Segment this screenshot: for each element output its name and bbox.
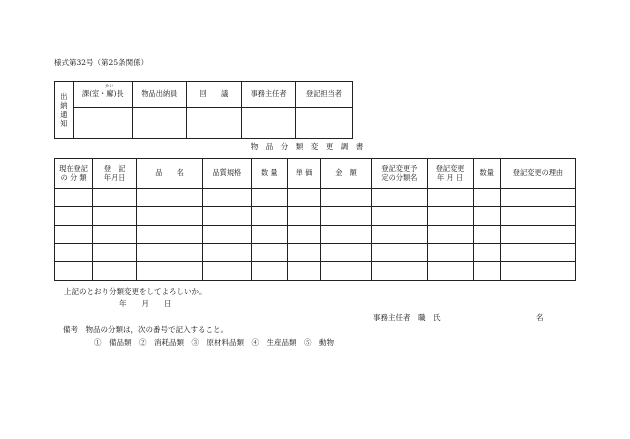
table-row bbox=[55, 226, 576, 244]
clerk-chief-stamp bbox=[242, 108, 296, 139]
col-amount: 金 額 bbox=[321, 159, 372, 189]
routing-header: 回 議 bbox=[186, 82, 241, 108]
form-number: 様式第32号（第25条関係） bbox=[54, 58, 149, 67]
header-row bbox=[55, 159, 576, 189]
col-unit-price: 単 価 bbox=[287, 159, 320, 189]
statement: 上記のとおり分類変更をしてよろしいか。 bbox=[64, 287, 207, 296]
col-change-date: 登記変更 年 月 日 bbox=[427, 159, 473, 189]
notification-box bbox=[54, 81, 353, 139]
col-quantity-2: 数量 bbox=[473, 159, 500, 189]
section-chief-header: 課(室・ かい 廨)長 bbox=[73, 82, 132, 108]
table-row bbox=[55, 207, 576, 226]
table-row bbox=[55, 189, 576, 207]
remarks-items: ① 備品類 ② 消耗品類 ③ 原材料品類 ④ 生産品類 ⑤ 動物 bbox=[94, 338, 334, 347]
registrar-stamp bbox=[296, 108, 353, 139]
notification-side-label: 出 納 通 知 bbox=[55, 82, 74, 139]
col-quality-spec: 品質規格 bbox=[202, 159, 251, 189]
goods-officer-stamp bbox=[132, 108, 186, 139]
col-registration-date: 登 記 年月日 bbox=[93, 159, 137, 189]
section-chief-stamp bbox=[73, 108, 132, 139]
signature-name-suffix: 名 bbox=[536, 313, 544, 322]
date-line: 年 月 日 bbox=[119, 299, 172, 308]
col-new-class: 登記変更予 定の分類名 bbox=[372, 159, 428, 189]
col-item-name: 品 名 bbox=[137, 159, 203, 189]
table-row bbox=[55, 262, 576, 281]
col-change-reason: 登記変更の理由 bbox=[500, 159, 575, 189]
col-quantity: 数 量 bbox=[251, 159, 287, 189]
routing-stamp bbox=[186, 108, 241, 139]
document-title: 物 品 分 類 変 更 調 書 bbox=[250, 142, 364, 151]
signature-title: 事務主任者 職 氏 bbox=[373, 313, 441, 322]
remarks-label: 備考 物品の分類は，次の番号で記入すること。 bbox=[63, 325, 228, 334]
registrar-header: 登記担当者 bbox=[296, 82, 353, 108]
main-table bbox=[54, 158, 576, 281]
clerk-chief-header: 事務主任者 bbox=[242, 82, 296, 108]
col-current-class: 現在登記 の 分 類 bbox=[55, 159, 93, 189]
goods-officer-header: 物品出納員 bbox=[132, 82, 186, 108]
table-row bbox=[55, 244, 576, 262]
